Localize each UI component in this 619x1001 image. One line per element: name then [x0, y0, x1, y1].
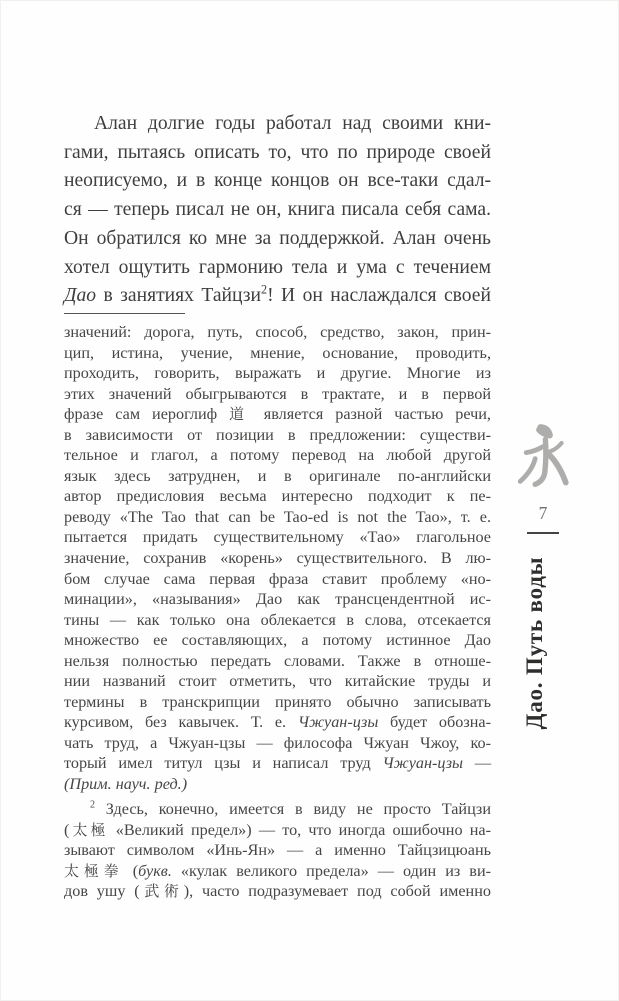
text-segment: 太極拳 [64, 861, 124, 880]
yong-kanji-svg [513, 423, 573, 493]
text-segment: тины — как только она облекается в слова, отсекается [64, 610, 491, 629]
text-line [64, 651, 491, 672]
text-segment: в зависимости от позиции в предложении: существи- [64, 425, 491, 444]
text-segment: «кулак великого предела» — один из ви- [171, 861, 491, 880]
text-line [64, 384, 491, 405]
footnotes-block [64, 322, 491, 902]
text-segment: чать труд, а Чжуан-цзы — философа Чжуан Чжоу, ко- [64, 733, 491, 752]
text-segment: Он обратился ко мне за поддержкой. Алан очень [64, 227, 491, 249]
text-segment: ! И он наслаждался своей [267, 285, 491, 307]
footnote-reference: 2 [261, 282, 268, 297]
text-segment: «Великий предел») — то, что иногда ошибочно на- [108, 820, 491, 839]
footnote-separator-rule [64, 313, 185, 314]
text-segment: фразе сам иероглиф [64, 405, 230, 424]
text-segment: значений: дорога, путь, способ, средство, закон, прин- [64, 323, 491, 341]
text-segment: проходить, говорить, выражать и другие. Многие из [64, 364, 491, 383]
text-segment: Дао [64, 285, 97, 307]
text-segment: пытается придать существительному «Тао» глагольное [64, 528, 491, 547]
text-segment: множество ее составляющих, а потому истинное Дао [64, 631, 491, 650]
spine-title: Дао. Путь воды [522, 556, 547, 730]
main-paragraph [64, 110, 491, 311]
footnote-1 [64, 322, 491, 795]
text-line [64, 820, 491, 841]
text-line [64, 692, 491, 713]
kanji-dot-stroke [539, 427, 549, 435]
text-segment: (Прим. науч. ред.) [64, 775, 188, 794]
text-line [64, 404, 491, 425]
text-segment: неописуемо, и в конце концов он все-таки сдал- [64, 170, 491, 192]
kanji-right-upper-stroke [550, 443, 561, 451]
text-line [64, 753, 491, 774]
text-line [64, 527, 491, 548]
text-segment: 太極 [69, 820, 109, 839]
text-segment: ся — теперь писал не он, книга писала себя сама. [64, 199, 491, 221]
text-segment: 道 [229, 405, 252, 424]
kanji-left-falling-stroke [520, 459, 535, 482]
text-segment: является разной частью речи, [251, 405, 491, 424]
text-segment: Здесь, конечно, имеется в виду не просто Тайцзи [95, 800, 491, 819]
text-line [64, 254, 491, 283]
text-segment: реводу «The Tao that can be Tao-ed is not the Tao», т. е. [64, 507, 491, 526]
text-segment: термины в транскрипции принято обычно записывать [64, 692, 491, 711]
footnote-reference: 2 [90, 799, 96, 811]
text-segment: зывают символом «Инь-Ян» — а именно Тайцзицюань [64, 841, 491, 860]
text-line [64, 569, 491, 590]
text-line [64, 589, 491, 610]
text-line [64, 225, 491, 254]
text-line [64, 445, 491, 466]
page-number: 7 [538, 503, 548, 523]
text-segment: цип, истина, учение, мнение, основание, проводить, [64, 343, 491, 362]
yong-kanji-glyph [513, 423, 573, 493]
text-line [64, 343, 491, 364]
text-line [64, 799, 491, 820]
text-line [64, 425, 491, 446]
text-segment: гами, пытаясь описать то, что по природе своей [64, 141, 491, 163]
text-segment: автор предисловия весьма интересно подходит к пе- [64, 487, 491, 506]
text-segment: — [463, 754, 491, 773]
text-segment: хотел ощутить гармонию тела и ума с течением [64, 256, 491, 278]
text-line [64, 466, 491, 487]
text-segment: значение, сохранив «корень» существительного. В лю- [64, 549, 491, 568]
text-segment: в занятиях Тайцзи [96, 285, 261, 307]
text-segment: Чжуан-цзы [382, 754, 463, 773]
text-segment: язык здесь затруднен, и в оригинале по-английски [64, 466, 491, 485]
text-segment: Алан долгие годы работал над своими кни- [94, 113, 491, 134]
text-segment: торый имел титул цзы и написал труд [64, 754, 383, 773]
text-segment: ( [64, 820, 70, 839]
text-line [64, 139, 491, 168]
text-segment: тельное и глагол, а потому перевод на любой другой [64, 446, 491, 465]
text-segment: Чжуан-цзы [297, 713, 379, 732]
text-line [64, 881, 491, 902]
text-segment: нельзя полностью передать словами. Также в отноше- [64, 651, 491, 670]
text-line [64, 671, 491, 692]
text-segment: 武術 [139, 882, 184, 901]
text-line [64, 167, 491, 196]
text-line [64, 774, 491, 795]
text-line [64, 733, 491, 754]
text-segment: нии названий стоит отметить, что китайские труды и [64, 672, 491, 691]
page-number-rule [527, 532, 559, 534]
text-line [64, 630, 491, 651]
text-line [64, 840, 491, 861]
text-line [64, 548, 491, 569]
footnote-2 [64, 799, 491, 902]
text-segment: букв. [138, 861, 172, 880]
text-line [64, 486, 491, 507]
text-segment: минации», «называния» Дао как трансцендентной ис- [64, 590, 491, 609]
text-segment: курсивом, без кавычек. Т. е. [64, 713, 298, 732]
text-line [64, 363, 491, 384]
kanji-left-upper-stroke [526, 447, 543, 453]
text-segment: этих значений обыгрываются в трактате, и в первой [64, 384, 491, 403]
text-line [64, 712, 491, 733]
text-line [64, 196, 491, 225]
text-line [64, 282, 491, 311]
text-segment: будет обозна- [378, 713, 491, 732]
text-segment: ( [123, 861, 139, 880]
text-line [64, 861, 491, 882]
text-line [64, 507, 491, 528]
text-line [64, 322, 491, 343]
text-line [64, 110, 491, 139]
text-segment: ), часто подразумевает под собой именно [183, 882, 491, 901]
text-segment: дов ушу ( [64, 882, 140, 901]
text-segment: бом случае сама первая фраза ставит проблему «но- [64, 569, 491, 588]
text-line [64, 610, 491, 631]
kanji-right-press-stroke [550, 455, 566, 483]
